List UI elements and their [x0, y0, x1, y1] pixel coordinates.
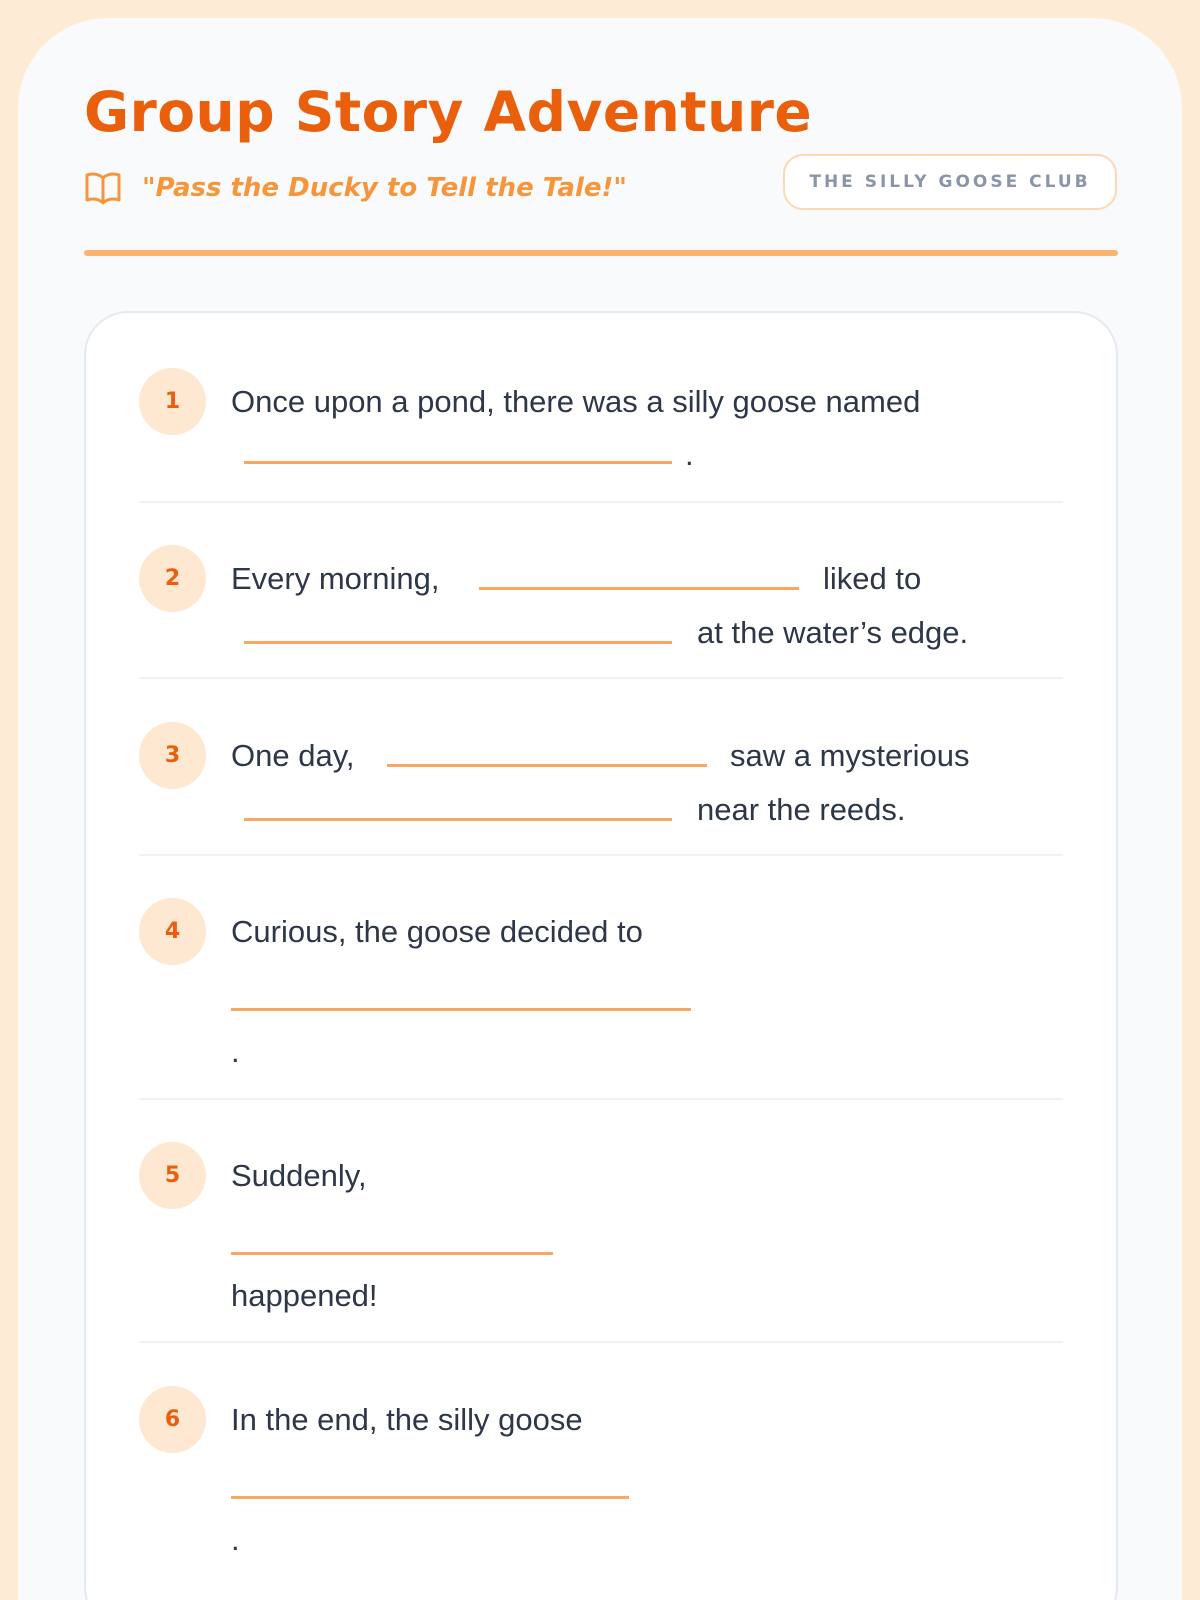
story-card — [84, 311, 1118, 1600]
line-text: at the water’s edge. — [697, 615, 969, 650]
line-text: Curious, the goose decided to — [231, 914, 643, 949]
line-number-badge: 2 — [139, 545, 206, 612]
row-divider — [139, 677, 1063, 679]
blank-event-input[interactable] — [231, 1252, 553, 1255]
story-line-3 — [139, 720, 1063, 850]
story-line-6 — [139, 1384, 1063, 1574]
line-text: Every morning, — [231, 561, 440, 596]
line-number-badge: 1 — [139, 368, 206, 435]
line-text: happened! — [231, 1278, 378, 1313]
page-title: Group Story Adventure — [84, 80, 813, 144]
line-number-badge: 6 — [139, 1386, 206, 1453]
line-text: Once upon a pond, there was a silly goose named — [231, 384, 921, 419]
header-divider — [84, 250, 1118, 256]
line-text: . — [685, 437, 694, 472]
row-divider — [139, 1098, 1063, 1100]
club-badge: THE SILLY GOOSE CLUB — [783, 154, 1117, 210]
line-text: In the end, the silly goose — [231, 1402, 583, 1437]
blank-ending-input[interactable] — [231, 1496, 629, 1499]
line-text: . — [231, 1522, 240, 1557]
subtitle-row — [84, 168, 627, 208]
line-number-badge: 3 — [139, 722, 206, 789]
story-line-5 — [139, 1140, 1063, 1330]
blank-name-input[interactable] — [244, 461, 672, 464]
line-text: One day, — [231, 738, 355, 773]
line-text: saw a mysterious — [730, 738, 970, 773]
row-divider — [139, 501, 1063, 503]
line-text: liked to — [823, 561, 922, 596]
line-text: Suddenly, — [231, 1158, 367, 1193]
blank-object-input[interactable] — [244, 818, 672, 821]
blank-character-input[interactable] — [387, 764, 707, 767]
line-number-badge: 4 — [139, 898, 206, 965]
story-line-4 — [139, 896, 1063, 1086]
blank-action-input[interactable] — [231, 1008, 691, 1011]
story-line-1 — [139, 366, 1063, 496]
story-line-2 — [139, 543, 1063, 673]
page-subtitle: "Pass the Ducky to Tell the Tale!" — [142, 173, 627, 203]
row-divider — [139, 1341, 1063, 1343]
row-divider — [139, 854, 1063, 856]
line-number-badge: 5 — [139, 1142, 206, 1209]
blank-activity-input[interactable] — [244, 641, 672, 644]
book-open-icon — [84, 171, 122, 205]
line-text: near the reeds. — [697, 792, 906, 827]
line-text: . — [231, 1034, 240, 1069]
blank-character-input[interactable] — [479, 587, 799, 590]
